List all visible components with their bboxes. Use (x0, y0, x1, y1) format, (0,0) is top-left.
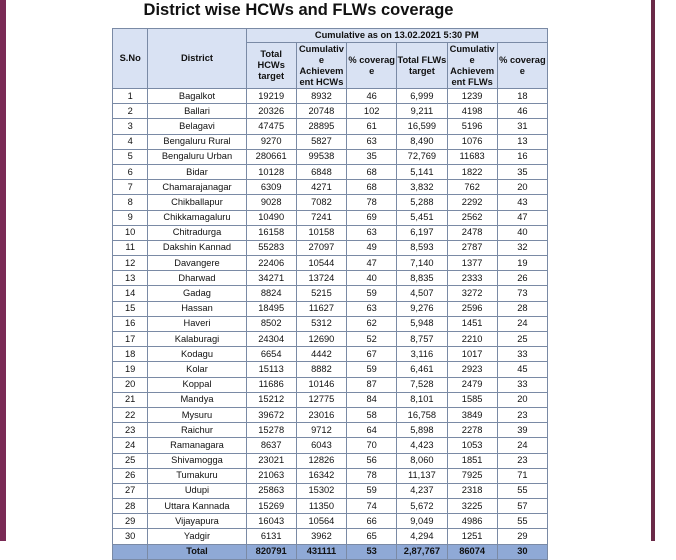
total-cell-cum-flws: 86074 (447, 544, 497, 559)
cell-district: Uttara Kannada (148, 499, 246, 514)
cell-sno: 18 (113, 347, 148, 362)
cell-cov-hcws: 69 (347, 210, 397, 225)
cell-cum-hcws: 4442 (296, 347, 346, 362)
cell-cov-flws: 33 (497, 347, 547, 362)
cell-cum-hcws: 6848 (296, 164, 346, 179)
cell-total-hcws: 21063 (246, 468, 296, 483)
cell-cov-flws: 25 (497, 332, 547, 347)
cell-cum-flws: 2479 (447, 377, 497, 392)
total-cell-sno (113, 544, 148, 559)
cell-total-flws: 5,948 (397, 316, 447, 331)
cell-total-hcws: 6654 (246, 347, 296, 362)
table-row (113, 499, 548, 514)
cell-total-flws: 6,999 (397, 89, 447, 104)
cell-total-flws: 4,237 (397, 483, 447, 498)
header-cov-hcws: % coverag e (347, 43, 397, 89)
header-cov-flws: % coverag e (497, 43, 547, 89)
cell-cov-hcws: 74 (347, 499, 397, 514)
cell-cum-flws: 1377 (447, 256, 497, 271)
table-row (113, 225, 548, 240)
page-title: District wise HCWs and FLWs coverage (143, 1, 454, 19)
cell-cum-hcws: 12690 (296, 332, 346, 347)
cell-cov-flws: 73 (497, 286, 547, 301)
cell-cum-flws: 1585 (447, 392, 497, 407)
cell-sno: 20 (113, 377, 148, 392)
cell-district: Yadgir (148, 529, 246, 544)
header-district: District (148, 29, 246, 89)
cell-total-flws: 8,490 (397, 134, 447, 149)
table-row (113, 104, 548, 119)
cell-total-hcws: 55283 (246, 240, 296, 255)
cell-cov-flws: 18 (497, 89, 547, 104)
cell-district: Tumakuru (148, 468, 246, 483)
table-row (113, 483, 548, 498)
table-row (113, 119, 548, 134)
total-cell-total-hcws: 820791 (246, 544, 296, 559)
cell-total-hcws: 15113 (246, 362, 296, 377)
cell-cum-hcws: 3962 (296, 529, 346, 544)
cell-cov-flws: 23 (497, 453, 547, 468)
cell-cum-hcws: 5215 (296, 286, 346, 301)
cell-district: Chikkamagaluru (148, 210, 246, 225)
cell-total-hcws: 6309 (246, 180, 296, 195)
cell-sno: 10 (113, 225, 148, 240)
cell-cov-flws: 20 (497, 180, 547, 195)
cell-cov-hcws: 49 (347, 240, 397, 255)
header-cum-flws: Cumulativ e Achievem ent FLWs (447, 43, 497, 89)
cell-total-hcws: 8502 (246, 316, 296, 331)
cell-cum-hcws: 10158 (296, 225, 346, 240)
cell-cov-flws: 35 (497, 164, 547, 179)
cell-sno: 21 (113, 392, 148, 407)
cell-district: Davangere (148, 256, 246, 271)
cell-cov-flws: 23 (497, 407, 547, 422)
cell-sno: 22 (113, 407, 148, 422)
cell-cov-hcws: 78 (347, 468, 397, 483)
cell-total-hcws: 8824 (246, 286, 296, 301)
cell-sno: 8 (113, 195, 148, 210)
cell-cov-hcws: 46 (347, 89, 397, 104)
cell-cov-hcws: 59 (347, 483, 397, 498)
cell-district: Bengaluru Urban (148, 149, 246, 164)
cell-cov-flws: 28 (497, 301, 547, 316)
header-total-flws: Total FLWs target (397, 43, 447, 89)
cell-district: Shivamogga (148, 453, 246, 468)
cell-cov-hcws: 66 (347, 514, 397, 529)
cell-total-hcws: 9028 (246, 195, 296, 210)
table-row (113, 347, 548, 362)
cell-district: Chamarajanagar (148, 180, 246, 195)
cell-cum-hcws: 8882 (296, 362, 346, 377)
cell-cum-flws: 4986 (447, 514, 497, 529)
table-row (113, 271, 548, 286)
cell-cov-flws: 26 (497, 271, 547, 286)
window-frame-right (651, 0, 655, 541)
cell-cum-flws: 1239 (447, 89, 497, 104)
cell-cov-hcws: 67 (347, 347, 397, 362)
cell-sno: 2 (113, 104, 148, 119)
cell-cum-flws: 3849 (447, 407, 497, 422)
cell-cum-hcws: 16342 (296, 468, 346, 483)
cell-cum-flws: 7925 (447, 468, 497, 483)
cell-cum-flws: 5196 (447, 119, 497, 134)
table-row (113, 164, 548, 179)
table-row (113, 377, 548, 392)
table-row (113, 407, 548, 422)
cell-total-flws: 5,288 (397, 195, 447, 210)
cell-sno: 23 (113, 423, 148, 438)
header-sno: S.No (113, 29, 148, 89)
table-row (113, 453, 548, 468)
cell-cum-hcws: 4271 (296, 180, 346, 195)
cell-cov-hcws: 62 (347, 316, 397, 331)
cell-total-flws: 9,276 (397, 301, 447, 316)
cell-cov-hcws: 70 (347, 438, 397, 453)
total-cell-cov-hcws: 53 (347, 544, 397, 559)
table-row (113, 468, 548, 483)
cell-cum-flws: 3225 (447, 499, 497, 514)
cell-cov-flws: 46 (497, 104, 547, 119)
cell-district: Mandya (148, 392, 246, 407)
cell-cum-hcws: 5312 (296, 316, 346, 331)
cell-total-hcws: 19219 (246, 89, 296, 104)
cell-total-flws: 5,898 (397, 423, 447, 438)
header-cum-hcws: Cumulativ e Achievem ent HCWs (296, 43, 346, 89)
cell-cov-hcws: 35 (347, 149, 397, 164)
cell-total-hcws: 47475 (246, 119, 296, 134)
cell-cum-flws: 1822 (447, 164, 497, 179)
cell-cum-hcws: 12775 (296, 392, 346, 407)
cell-sno: 11 (113, 240, 148, 255)
cell-sno: 28 (113, 499, 148, 514)
table-row (113, 529, 548, 544)
cell-cum-flws: 2478 (447, 225, 497, 240)
cell-district: Vijayapura (148, 514, 246, 529)
table-row (113, 514, 548, 529)
cell-sno: 29 (113, 514, 148, 529)
total-cell-district: Total (148, 544, 246, 559)
cell-cov-flws: 40 (497, 225, 547, 240)
cell-district: Chikballapur (148, 195, 246, 210)
cell-cum-hcws: 12826 (296, 453, 346, 468)
cell-total-hcws: 39672 (246, 407, 296, 422)
cell-cov-flws: 47 (497, 210, 547, 225)
cell-total-flws: 8,757 (397, 332, 447, 347)
cell-cov-flws: 43 (497, 195, 547, 210)
table-row (113, 180, 548, 195)
cell-cov-hcws: 59 (347, 362, 397, 377)
cell-district: Ramanagara (148, 438, 246, 453)
cell-total-hcws: 10490 (246, 210, 296, 225)
cell-cov-hcws: 58 (347, 407, 397, 422)
cell-cum-hcws: 11350 (296, 499, 346, 514)
cell-cum-hcws: 20748 (296, 104, 346, 119)
cell-cum-flws: 1053 (447, 438, 497, 453)
cell-cov-flws: 24 (497, 438, 547, 453)
cell-cum-flws: 762 (447, 180, 497, 195)
cell-district: Mysuru (148, 407, 246, 422)
cell-total-hcws: 8637 (246, 438, 296, 453)
cell-sno: 17 (113, 332, 148, 347)
cell-cum-flws: 2923 (447, 362, 497, 377)
cell-cum-flws: 1017 (447, 347, 497, 362)
cell-district: Gadag (148, 286, 246, 301)
cell-cov-flws: 32 (497, 240, 547, 255)
cell-total-flws: 3,832 (397, 180, 447, 195)
cell-district: Kodagu (148, 347, 246, 362)
cell-cum-flws: 2787 (447, 240, 497, 255)
total-row (113, 544, 548, 559)
cell-sno: 1 (113, 89, 148, 104)
cell-district: Dharwad (148, 271, 246, 286)
cell-sno: 3 (113, 119, 148, 134)
cell-total-flws: 7,528 (397, 377, 447, 392)
cell-cum-flws: 4198 (447, 104, 497, 119)
cell-total-hcws: 23021 (246, 453, 296, 468)
cell-district: Ballari (148, 104, 246, 119)
table-row (113, 362, 548, 377)
cell-cov-hcws: 59 (347, 286, 397, 301)
cell-total-hcws: 16043 (246, 514, 296, 529)
cell-cum-flws: 2562 (447, 210, 497, 225)
cell-total-flws: 4,423 (397, 438, 447, 453)
cell-cum-flws: 11683 (447, 149, 497, 164)
cell-cum-hcws: 10544 (296, 256, 346, 271)
cell-sno: 9 (113, 210, 148, 225)
table-row (113, 423, 548, 438)
table-row (113, 210, 548, 225)
cell-sno: 14 (113, 286, 148, 301)
header-total-hcws: Total HCWs target (246, 43, 296, 89)
cell-cov-hcws: 78 (347, 195, 397, 210)
cell-total-hcws: 20326 (246, 104, 296, 119)
cell-total-hcws: 10128 (246, 164, 296, 179)
cell-total-flws: 8,060 (397, 453, 447, 468)
cell-cov-flws: 20 (497, 392, 547, 407)
cell-cum-hcws: 28895 (296, 119, 346, 134)
table-row (113, 134, 548, 149)
table-row (113, 256, 548, 271)
cell-cov-hcws: 65 (347, 529, 397, 544)
cell-sno: 6 (113, 164, 148, 179)
coverage-table (112, 28, 548, 560)
header-cumulative: Cumulative as on 13.02.2021 5:30 PM (246, 29, 547, 43)
cell-cov-hcws: 40 (347, 271, 397, 286)
cell-cov-flws: 55 (497, 514, 547, 529)
cell-cum-flws: 2292 (447, 195, 497, 210)
cell-sno: 7 (113, 180, 148, 195)
cell-cov-hcws: 63 (347, 134, 397, 149)
table-row (113, 301, 548, 316)
cell-cum-flws: 1851 (447, 453, 497, 468)
cell-district: Bagalkot (148, 89, 246, 104)
cell-cov-flws: 39 (497, 423, 547, 438)
cell-total-flws: 16,599 (397, 119, 447, 134)
cell-cov-hcws: 63 (347, 301, 397, 316)
table-row (113, 149, 548, 164)
cell-cum-hcws: 99538 (296, 149, 346, 164)
cell-district: Belagavi (148, 119, 246, 134)
cell-cov-hcws: 68 (347, 164, 397, 179)
total-cell-cum-hcws: 431111 (296, 544, 346, 559)
cell-total-flws: 4,294 (397, 529, 447, 544)
cell-total-hcws: 24304 (246, 332, 296, 347)
cell-cum-flws: 2210 (447, 332, 497, 347)
cell-total-flws: 6,461 (397, 362, 447, 377)
cell-district: Koppal (148, 377, 246, 392)
cell-cov-hcws: 87 (347, 377, 397, 392)
cell-cum-hcws: 8932 (296, 89, 346, 104)
cell-cov-hcws: 61 (347, 119, 397, 134)
cell-total-flws: 16,758 (397, 407, 447, 422)
table-row (113, 286, 548, 301)
cell-sno: 24 (113, 438, 148, 453)
cell-cov-hcws: 84 (347, 392, 397, 407)
cell-cov-flws: 16 (497, 149, 547, 164)
cell-cov-hcws: 52 (347, 332, 397, 347)
cell-sno: 5 (113, 149, 148, 164)
cell-sno: 15 (113, 301, 148, 316)
cell-cum-hcws: 9712 (296, 423, 346, 438)
cell-cum-hcws: 10564 (296, 514, 346, 529)
cell-cum-flws: 1251 (447, 529, 497, 544)
cell-total-hcws: 34271 (246, 271, 296, 286)
table-row (113, 438, 548, 453)
cell-cov-flws: 24 (497, 316, 547, 331)
cell-district: Haveri (148, 316, 246, 331)
cell-total-hcws: 15212 (246, 392, 296, 407)
cell-cum-hcws: 27097 (296, 240, 346, 255)
cell-total-hcws: 15269 (246, 499, 296, 514)
cell-sno: 30 (113, 529, 148, 544)
cell-cov-flws: 19 (497, 256, 547, 271)
cell-cum-flws: 1076 (447, 134, 497, 149)
cell-total-flws: 7,140 (397, 256, 447, 271)
cell-sno: 19 (113, 362, 148, 377)
cell-total-flws: 72,769 (397, 149, 447, 164)
cell-district: Dakshin Kannad (148, 240, 246, 255)
cell-total-flws: 6,197 (397, 225, 447, 240)
cell-total-flws: 5,451 (397, 210, 447, 225)
cell-total-hcws: 15278 (246, 423, 296, 438)
cell-cov-flws: 45 (497, 362, 547, 377)
cell-total-hcws: 18495 (246, 301, 296, 316)
cell-cum-hcws: 23016 (296, 407, 346, 422)
cell-cum-flws: 2278 (447, 423, 497, 438)
total-cell-cov-flws: 30 (497, 544, 547, 559)
cell-cum-hcws: 15302 (296, 483, 346, 498)
cell-total-hcws: 25863 (246, 483, 296, 498)
cell-district: Bengaluru Rural (148, 134, 246, 149)
cell-cum-hcws: 5827 (296, 134, 346, 149)
cell-total-flws: 8,593 (397, 240, 447, 255)
cell-cov-flws: 31 (497, 119, 547, 134)
table-body (113, 89, 548, 560)
cell-sno: 12 (113, 256, 148, 271)
cell-total-flws: 9,049 (397, 514, 447, 529)
cell-cum-hcws: 7241 (296, 210, 346, 225)
cell-cum-hcws: 7082 (296, 195, 346, 210)
cell-cum-flws: 3272 (447, 286, 497, 301)
window-frame-left (0, 0, 6, 541)
cell-sno: 4 (113, 134, 148, 149)
cell-total-hcws: 9270 (246, 134, 296, 149)
cell-total-flws: 5,672 (397, 499, 447, 514)
cell-total-flws: 4,507 (397, 286, 447, 301)
cell-cov-hcws: 68 (347, 180, 397, 195)
cell-total-hcws: 16158 (246, 225, 296, 240)
cell-total-flws: 5,141 (397, 164, 447, 179)
cell-cov-flws: 13 (497, 134, 547, 149)
cell-cum-flws: 1451 (447, 316, 497, 331)
cell-cov-flws: 55 (497, 483, 547, 498)
table-row (113, 316, 548, 331)
table-row (113, 332, 548, 347)
cell-cov-flws: 33 (497, 377, 547, 392)
cell-total-hcws: 11686 (246, 377, 296, 392)
cell-cum-hcws: 6043 (296, 438, 346, 453)
cell-cov-hcws: 47 (347, 256, 397, 271)
table-row (113, 240, 548, 255)
cell-cov-flws: 71 (497, 468, 547, 483)
cell-cum-flws: 2333 (447, 271, 497, 286)
cell-cov-hcws: 63 (347, 225, 397, 240)
cell-total-hcws: 280661 (246, 149, 296, 164)
cell-sno: 27 (113, 483, 148, 498)
cell-cov-hcws: 64 (347, 423, 397, 438)
cell-district: Bidar (148, 164, 246, 179)
table-row (113, 392, 548, 407)
cell-cum-hcws: 13724 (296, 271, 346, 286)
cell-district: Chitradurga (148, 225, 246, 240)
table-row (113, 89, 548, 104)
cell-cov-flws: 57 (497, 499, 547, 514)
cell-district: Kolar (148, 362, 246, 377)
cell-total-flws: 8,101 (397, 392, 447, 407)
cell-cum-flws: 2596 (447, 301, 497, 316)
cell-total-hcws: 22406 (246, 256, 296, 271)
cell-district: Raichur (148, 423, 246, 438)
cell-district: Hassan (148, 301, 246, 316)
cell-cum-flws: 2318 (447, 483, 497, 498)
cell-district: Kalaburagi (148, 332, 246, 347)
cell-total-flws: 9,211 (397, 104, 447, 119)
cell-sno: 25 (113, 453, 148, 468)
cell-total-flws: 11,137 (397, 468, 447, 483)
cell-cov-flws: 29 (497, 529, 547, 544)
total-cell-total-flws: 2,87,767 (397, 544, 447, 559)
cell-cov-hcws: 102 (347, 104, 397, 119)
cell-district: Udupi (148, 483, 246, 498)
cell-total-flws: 8,835 (397, 271, 447, 286)
cell-sno: 13 (113, 271, 148, 286)
cell-sno: 26 (113, 468, 148, 483)
cell-sno: 16 (113, 316, 148, 331)
table-row (113, 195, 548, 210)
cell-cov-hcws: 56 (347, 453, 397, 468)
cell-total-hcws: 6131 (246, 529, 296, 544)
cell-total-flws: 3,116 (397, 347, 447, 362)
cell-cum-hcws: 10146 (296, 377, 346, 392)
cell-cum-hcws: 11627 (296, 301, 346, 316)
